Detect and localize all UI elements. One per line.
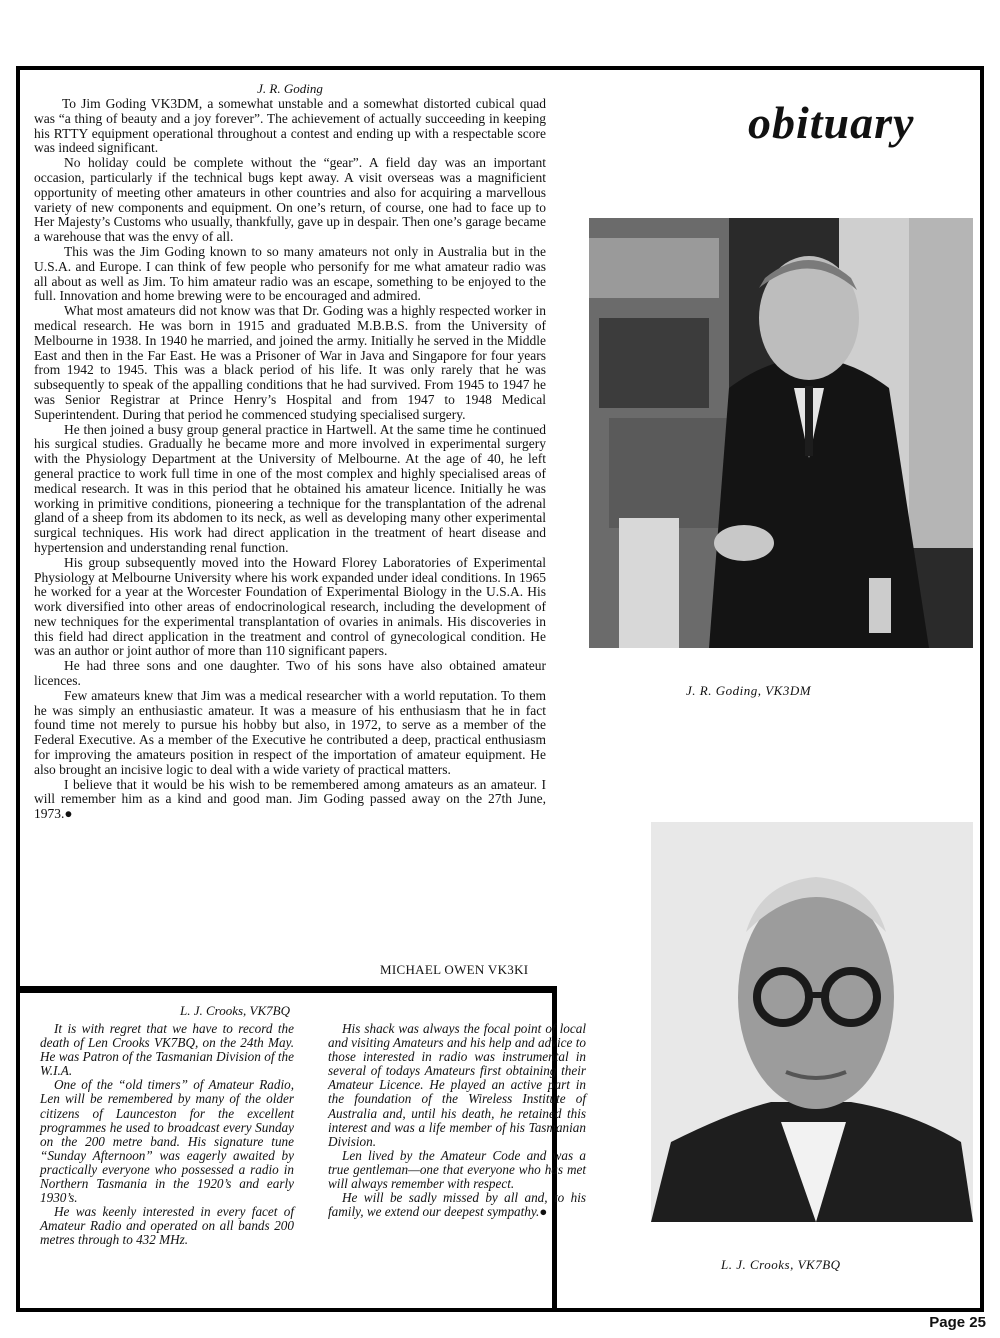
- article2-paragraph: It is with regret that we have to record the death of Len Crooks VK7BQ, on the 24th May. He was Patron of the Tasmanian Division of the W.I.A.: [40, 1021, 294, 1079]
- crooks-portrait-photo: [651, 822, 973, 1222]
- article2-right-column: [328, 1022, 586, 1219]
- article1-paragraph: To Jim Goding VK3DM, a somewhat unstable and a somewhat distorted cubical quad was “a thing of beauty and a joy forever”. The achievement of actually succeeding in keeping his RTTY equipment operational throughout a contest and ending up with a respectable score was indeed significant.: [34, 96, 546, 156]
- section-heading: obituary: [748, 97, 915, 148]
- article2-left-column: [40, 1022, 294, 1248]
- horizontal-divider: [20, 986, 556, 993]
- article1-paragraph: This was the Jim Goding known to so many amateurs not only in Australia but in the U.S.A. and Europe. I can think of few people who personify for me what amateur radio was all about as well as Jim. To him amateur radio was an escape, something to be enjoyed to the full. Innovation and home brewing were to be encouraged and admired.: [34, 243, 546, 304]
- goding-photo-caption: J. R. Goding, VK3DM: [686, 683, 812, 698]
- article1-byline: J. R. Goding: [257, 81, 323, 96]
- article2-paragraph: One of the “old timers” of Amateur Radio, Len will be remembered by many of the older citizens of Launceston for the excellent programmes he used to broadcast every Sunday on the 200 metre band. His signature tune “Sunday Afternoon” was eagerly awaited by practically everyone who possessed a radio in Northern Tasmania in the 1920’s and early 1930’s.: [40, 1077, 294, 1206]
- article2-paragraph: Len lived by the Amateur Code and was a true gentleman—one that everyone who has met will always remember with respect.: [328, 1147, 586, 1192]
- article1-body: [34, 97, 546, 822]
- article2-paragraph: He was keenly interested in every facet of Amateur Radio and operated on all bands 200 metres through to 432 MHz.: [40, 1204, 294, 1248]
- article1-signoff: MICHAEL OWEN VK3KI: [380, 962, 529, 977]
- goding-portrait-photo: [589, 218, 973, 648]
- article2-paragraph: His shack was always the focal point of local and visiting Amateurs and his help and advice to those interested in radio was instrumental in several of todays Amateurs first obtaining their Amateur Licence. He played an active part in the foundation of the Wireless Institute of Australia and, until his death, he retained this interest and was a life member of his Tasmanian Division.: [328, 1021, 586, 1149]
- article2-paragraph: He will be sadly missed by all and, to his family, we extend our deepest sympathy.●: [328, 1190, 586, 1220]
- article1-paragraph: He then joined a busy group general practice in Hartwell. At the same time he continued his surgical studies. Gradually he became more and more involved in experimental surgery with the Physiology Department at the University of Melbourne. At the age of 40, he left general practice to work full time in one of the most complex and highly specialised areas of medical research. It was in this period that he obtained his amateur licence. Initially he was working in primitive conditions, pioneering a technique for the transplantation of the adrenal gland of a sheep from its abdomen to its neck, as well as developing many other experimental surgical techniques. His work had direct application in the treatment of heart disease and hypertension and understanding renal function.: [34, 421, 546, 555]
- article1-paragraph: What most amateurs did not know was that Dr. Goding was a highly respected worker in medical research. He was born in 1915 and graduated M.B.B.S. from the University of Melbourne in 1938. In 1940 he married, and joined the army. Initially he served in the Middle East and then in the Far East. He was a Prisoner of War in Java and Singapore for four years from 1942 to 1945. This was a black period of his life. It was only rarely that he was subsequently to speak of the appalling conditions that he had survived. From 1945 to 1947 he was Senior Registrar at Prince Henry’s Hospital and from 1947 to 1948 Medical Superintendent. During that period he commenced studying specialised surgery.: [34, 303, 546, 422]
- article1-paragraph: No holiday could be complete without the “gear”. A field day was an important occasion, particularly if the technical bugs kept away. A visit overseas was a magnificient opportunity of meeting other amateurs in other countries and also for acquiring a marvellous variety of new components and equipment. On one’s return, of course, one had to face up to Her Majesty’s Customs who usually, thankfully, gave up in despair. Then one’s garage became a warehouse that was the envy of all.: [34, 155, 546, 245]
- page-number: Page 25: [929, 1314, 986, 1331]
- crooks-photo-caption: L. J. Crooks, VK7BQ: [721, 1257, 841, 1272]
- article1-paragraph: Few amateurs knew that Jim was a medical researcher with a world reputation. To them he was simply an enthusiastic amateur. It was a measure of his enthusiasm that he in fact found time not merely to pursue his hobby but also, in 1972, to serve as a member of the Federal Executive. As a member of the Executive he contributed a deep, practical enthusiasm for improving the amateurs position in respect of the importation of amateur equipment. He also brought an incisive logic to deal with a wide variety of practical matters.: [34, 687, 546, 777]
- article1-paragraph: He had three sons and one daughter. Two of his sons have also obtained amateur licences.: [34, 658, 546, 689]
- article1-paragraph: I believe that it would be his wish to be remembered among amateurs as an amateur. I will remember him as a kind and good man. Jim Goding passed away on the 27th June, 1973.●: [34, 776, 546, 822]
- article1-paragraph: His group subsequently moved into the Howard Florey Laboratories of Experimental Physiology at Melbourne University where his work expanded under ideal conditions. In 1965 he worked for a year at the Worcester Foundation of Experimental Biology in the U.S.A. His work diversified into other areas of endocrinological research, including the development of new techniques for the experimental transplantation of ovaries in animals. His discoveries in this field had direct application in the treatment and control of gynecological condition. He was an author or joint author of more than 110 significant papers.: [34, 554, 546, 659]
- article2-byline: L. J. Crooks, VK7BQ: [179, 1003, 291, 1018]
